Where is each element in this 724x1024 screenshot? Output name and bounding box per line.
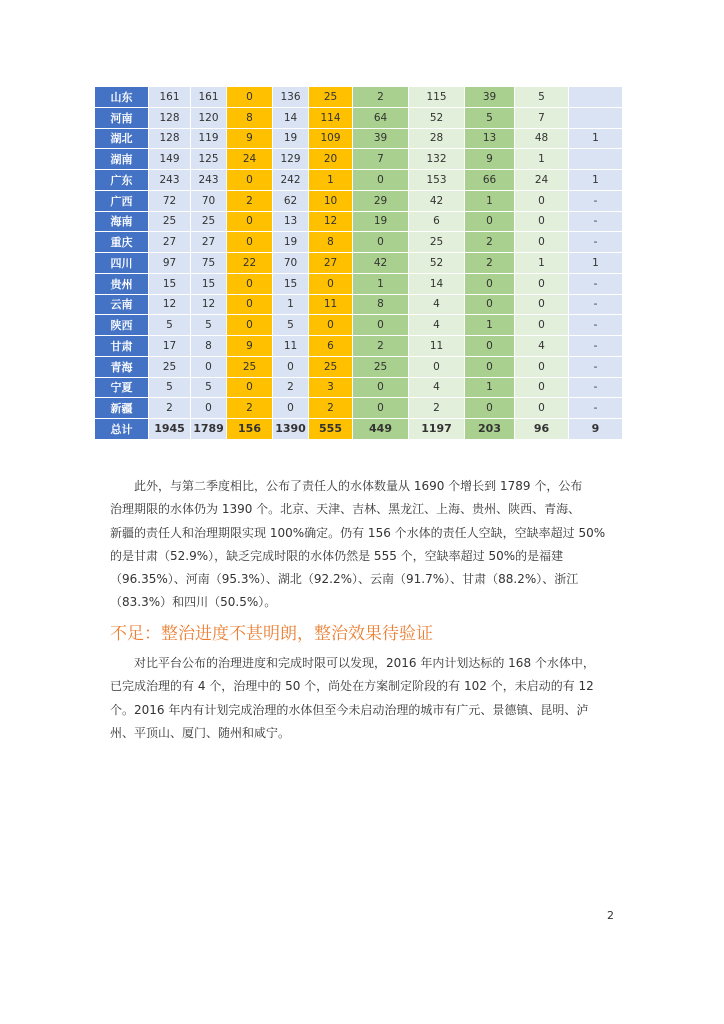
province-cell: 云南 — [95, 294, 149, 315]
table-cell: 1 — [569, 253, 623, 274]
water-body-table — [94, 86, 623, 440]
table-cell: 0 — [227, 87, 273, 108]
table-cell: 10 — [309, 190, 353, 211]
table-cell: 125 — [191, 149, 227, 170]
table-cell: 15 — [149, 273, 191, 294]
table-cell: 19 — [273, 128, 309, 149]
table-cell: 149 — [149, 149, 191, 170]
table-cell: 29 — [353, 190, 409, 211]
table-cell: 4 — [409, 315, 465, 336]
table-cell: 0 — [515, 273, 569, 294]
table-row — [95, 398, 623, 419]
paragraph-responsible-persons — [110, 475, 614, 615]
table-cell: 12 — [191, 294, 227, 315]
table-cell: 449 — [353, 419, 409, 440]
province-cell: 湖南 — [95, 149, 149, 170]
table-cell: 0 — [227, 273, 273, 294]
table-cell: 1 — [353, 273, 409, 294]
table-cell: 1 — [273, 294, 309, 315]
table-cell: 7 — [515, 107, 569, 128]
table-row — [95, 128, 623, 149]
table-cell: 7 — [353, 149, 409, 170]
paragraph-line: （83.3%）和四川（50.5%）。 — [110, 595, 277, 610]
table-cell: 25 — [227, 356, 273, 377]
table-cell: 0 — [515, 190, 569, 211]
table-row — [95, 190, 623, 211]
province-cell: 重庆 — [95, 232, 149, 253]
table-cell: 2 — [227, 190, 273, 211]
table-cell: 0 — [465, 398, 515, 419]
table-cell: 0 — [515, 398, 569, 419]
table-cell: 72 — [149, 190, 191, 211]
table-cell: 109 — [309, 128, 353, 149]
paragraph-line: 的是甘肃（52.9%），缺乏完成时限的水体仍然是 555 个，空缺率超过 50%的是福建 — [110, 548, 564, 563]
table-cell: 5 — [191, 377, 227, 398]
table-cell: 1 — [465, 315, 515, 336]
table-cell: 0 — [515, 211, 569, 232]
table-cell: 15 — [191, 273, 227, 294]
table-cell: 66 — [465, 170, 515, 191]
table-cell: 25 — [309, 356, 353, 377]
province-cell: 山东 — [95, 87, 149, 108]
table-cell: 0 — [227, 170, 273, 191]
table-cell: 39 — [465, 87, 515, 108]
table-cell: 14 — [409, 273, 465, 294]
table-cell: 0 — [409, 356, 465, 377]
table-cell: 243 — [149, 170, 191, 191]
table-cell: 9 — [227, 336, 273, 357]
table-cell: 161 — [149, 87, 191, 108]
table-row — [95, 170, 623, 191]
paragraph-line: 治理期限的水体仍为 1390 个。北京、天津、吉林、黑龙江、上海、贵州、陕西、青海、 — [110, 502, 581, 517]
table-cell: 0 — [353, 398, 409, 419]
table-cell: 153 — [409, 170, 465, 191]
table-cell: 5 — [465, 107, 515, 128]
province-cell: 河南 — [95, 107, 149, 128]
table-cell: 243 — [191, 170, 227, 191]
province-cell: 海南 — [95, 211, 149, 232]
table-cell: 8 — [353, 294, 409, 315]
table-cell: 0 — [515, 377, 569, 398]
table-cell: 2 — [149, 398, 191, 419]
table-cell: 96 — [515, 419, 569, 440]
table-cell: 12 — [309, 211, 353, 232]
table-cell: 128 — [149, 128, 191, 149]
table-cell: 25 — [149, 211, 191, 232]
table-cell: 11 — [309, 294, 353, 315]
paragraph-line: 州、平顶山、厦门、随州和咸宁。 — [110, 725, 291, 740]
table-cell: 97 — [149, 253, 191, 274]
table-row — [95, 273, 623, 294]
province-cell: 广东 — [95, 170, 149, 191]
table-cell: 2 — [309, 398, 353, 419]
table-cell: 0 — [353, 377, 409, 398]
table-cell: 25 — [353, 356, 409, 377]
table-cell: - — [569, 336, 623, 357]
table-cell: 115 — [409, 87, 465, 108]
table-cell: 156 — [227, 419, 273, 440]
table-cell: 128 — [149, 107, 191, 128]
table-cell: 555 — [309, 419, 353, 440]
table-cell: - — [569, 377, 623, 398]
table-cell: 25 — [191, 211, 227, 232]
table-cell: 9 — [465, 149, 515, 170]
table-cell: 4 — [515, 336, 569, 357]
table-cell: 39 — [353, 128, 409, 149]
table-cell: 0 — [353, 170, 409, 191]
table-cell: 25 — [149, 356, 191, 377]
table-cell: 0 — [353, 232, 409, 253]
table-cell: 1197 — [409, 419, 465, 440]
table-cell: 24 — [227, 149, 273, 170]
table-cell: 1 — [569, 128, 623, 149]
table-cell: 42 — [353, 253, 409, 274]
paragraph-line: 新疆的责任人和治理期限实现 100%确定。仍有 156 个水体的责任人空缺，空缺率超过 50% — [110, 525, 606, 540]
table-row — [95, 294, 623, 315]
table-cell: 0 — [515, 315, 569, 336]
table-cell: - — [569, 232, 623, 253]
table-cell: 2 — [465, 232, 515, 253]
table-cell: 2 — [273, 377, 309, 398]
table-cell: 15 — [273, 273, 309, 294]
table-cell: 4 — [409, 377, 465, 398]
table-cell — [569, 107, 623, 128]
table-cell: - — [569, 211, 623, 232]
table-cell: 4 — [409, 294, 465, 315]
province-cell: 甘肃 — [95, 336, 149, 357]
table-cell: 0 — [309, 273, 353, 294]
table-cell: 0 — [227, 232, 273, 253]
table-row — [95, 336, 623, 357]
province-cell: 新疆 — [95, 398, 149, 419]
table-cell: 0 — [515, 294, 569, 315]
table-cell: 19 — [353, 211, 409, 232]
table-cell: 11 — [409, 336, 465, 357]
table-row — [95, 315, 623, 336]
table-row — [95, 253, 623, 274]
table-cell: 42 — [409, 190, 465, 211]
table-cell: 62 — [273, 190, 309, 211]
table-cell: 1390 — [273, 419, 309, 440]
total-label: 总计 — [95, 419, 149, 440]
page-number: 2 — [607, 909, 614, 922]
table-cell: 0 — [273, 398, 309, 419]
table-cell: 2 — [465, 253, 515, 274]
table-cell: 52 — [409, 253, 465, 274]
table-cell: 25 — [309, 87, 353, 108]
table-cell: 64 — [353, 107, 409, 128]
table-cell: 120 — [191, 107, 227, 128]
table-cell: - — [569, 315, 623, 336]
table-total-row — [95, 419, 623, 440]
table-cell: 27 — [309, 253, 353, 274]
table-cell: 48 — [515, 128, 569, 149]
table-cell: 13 — [465, 128, 515, 149]
table-cell: 0 — [227, 377, 273, 398]
table-cell: - — [569, 398, 623, 419]
table-cell: 2 — [227, 398, 273, 419]
table-row — [95, 356, 623, 377]
table-cell: 8 — [309, 232, 353, 253]
table-cell: 1 — [515, 253, 569, 274]
table-cell: 2 — [409, 398, 465, 419]
table-cell: 1 — [569, 170, 623, 191]
paragraph-line: 已完成治理的有 4 个，治理中的 50 个，尚处在方案制定阶段的有 102 个，未启动的有 12 — [110, 679, 594, 694]
paragraph-line: 对比平台公布的治理进度和完成时限可以发现，2016 年内计划达标的 168 个水体中， — [134, 656, 595, 670]
table-cell: 5 — [149, 315, 191, 336]
table-cell: 12 — [149, 294, 191, 315]
table-cell: - — [569, 356, 623, 377]
table-cell — [569, 87, 623, 108]
table-cell: 8 — [227, 107, 273, 128]
table-cell: 5 — [273, 315, 309, 336]
table-cell: 132 — [409, 149, 465, 170]
table-cell: 9 — [569, 419, 623, 440]
table-cell: 1 — [309, 170, 353, 191]
table-cell: 0 — [191, 398, 227, 419]
table-cell: 1 — [515, 149, 569, 170]
paragraph-line: 此外，与第二季度相比，公布了责任人的水体数量从 1690 个增长到 1789 个，公布 — [134, 479, 583, 493]
table-cell: 6 — [409, 211, 465, 232]
table-cell: 161 — [191, 87, 227, 108]
table-row — [95, 211, 623, 232]
province-cell: 湖北 — [95, 128, 149, 149]
province-cell: 贵州 — [95, 273, 149, 294]
table-cell: 27 — [149, 232, 191, 253]
table-cell: - — [569, 190, 623, 211]
table-cell: 22 — [227, 253, 273, 274]
table-cell: 0 — [465, 356, 515, 377]
table-cell: 0 — [227, 294, 273, 315]
table-cell: 70 — [191, 190, 227, 211]
table-cell: 1 — [465, 377, 515, 398]
province-cell: 广西 — [95, 190, 149, 211]
table-cell: 0 — [353, 315, 409, 336]
table-cell: 27 — [191, 232, 227, 253]
table-cell: 3 — [309, 377, 353, 398]
province-cell: 陕西 — [95, 315, 149, 336]
table-cell: 1 — [465, 190, 515, 211]
table-row — [95, 87, 623, 108]
section-heading: 不足：整治进度不甚明朗，整治效果待验证 — [110, 624, 433, 644]
table-cell: 0 — [465, 336, 515, 357]
table-row — [95, 149, 623, 170]
table-cell: 0 — [227, 315, 273, 336]
table-cell: 0 — [465, 294, 515, 315]
table-cell: 0 — [227, 211, 273, 232]
table-cell: 1945 — [149, 419, 191, 440]
table-cell: 129 — [273, 149, 309, 170]
table-cell: 25 — [409, 232, 465, 253]
table-row — [95, 107, 623, 128]
table-cell: 1789 — [191, 419, 227, 440]
table-cell: 2 — [353, 336, 409, 357]
province-cell: 宁夏 — [95, 377, 149, 398]
table-cell: 14 — [273, 107, 309, 128]
table-cell: 13 — [273, 211, 309, 232]
table-cell: 242 — [273, 170, 309, 191]
table-cell: 203 — [465, 419, 515, 440]
paragraph-line: 个。2016 年内有计划完成治理的水体但至今未启动治理的城市有广元、景德镇、昆明、泸 — [110, 702, 589, 717]
table-cell: 136 — [273, 87, 309, 108]
paragraph-line: （96.35%）、河南（95.3%）、湖北（92.2%）、云南（91.7%）、甘肃（88.2%）、浙江 — [110, 572, 579, 587]
table-cell: 9 — [227, 128, 273, 149]
table-cell: 0 — [191, 356, 227, 377]
table-cell: 119 — [191, 128, 227, 149]
table-cell: 5 — [149, 377, 191, 398]
table-cell: 5 — [191, 315, 227, 336]
province-cell: 青海 — [95, 356, 149, 377]
table-cell: 6 — [309, 336, 353, 357]
table-cell: 70 — [273, 253, 309, 274]
table-cell: 24 — [515, 170, 569, 191]
table-cell: 20 — [309, 149, 353, 170]
table-cell: 17 — [149, 336, 191, 357]
table-row — [95, 232, 623, 253]
table-cell: 0 — [515, 356, 569, 377]
table-row — [95, 377, 623, 398]
table-cell: - — [569, 294, 623, 315]
table-cell — [569, 149, 623, 170]
table-cell: 0 — [465, 273, 515, 294]
table-cell: 114 — [309, 107, 353, 128]
table-cell: 0 — [273, 356, 309, 377]
table-cell: - — [569, 273, 623, 294]
table-cell: 0 — [515, 232, 569, 253]
table-cell: 28 — [409, 128, 465, 149]
province-cell: 四川 — [95, 253, 149, 274]
table-cell: 0 — [309, 315, 353, 336]
table-cell: 8 — [191, 336, 227, 357]
table-cell: 52 — [409, 107, 465, 128]
table-cell: 5 — [515, 87, 569, 108]
table-cell: 19 — [273, 232, 309, 253]
table-cell: 2 — [353, 87, 409, 108]
table-cell: 75 — [191, 253, 227, 274]
table-cell: 11 — [273, 336, 309, 357]
table-cell: 0 — [465, 211, 515, 232]
paragraph-progress — [110, 652, 614, 745]
